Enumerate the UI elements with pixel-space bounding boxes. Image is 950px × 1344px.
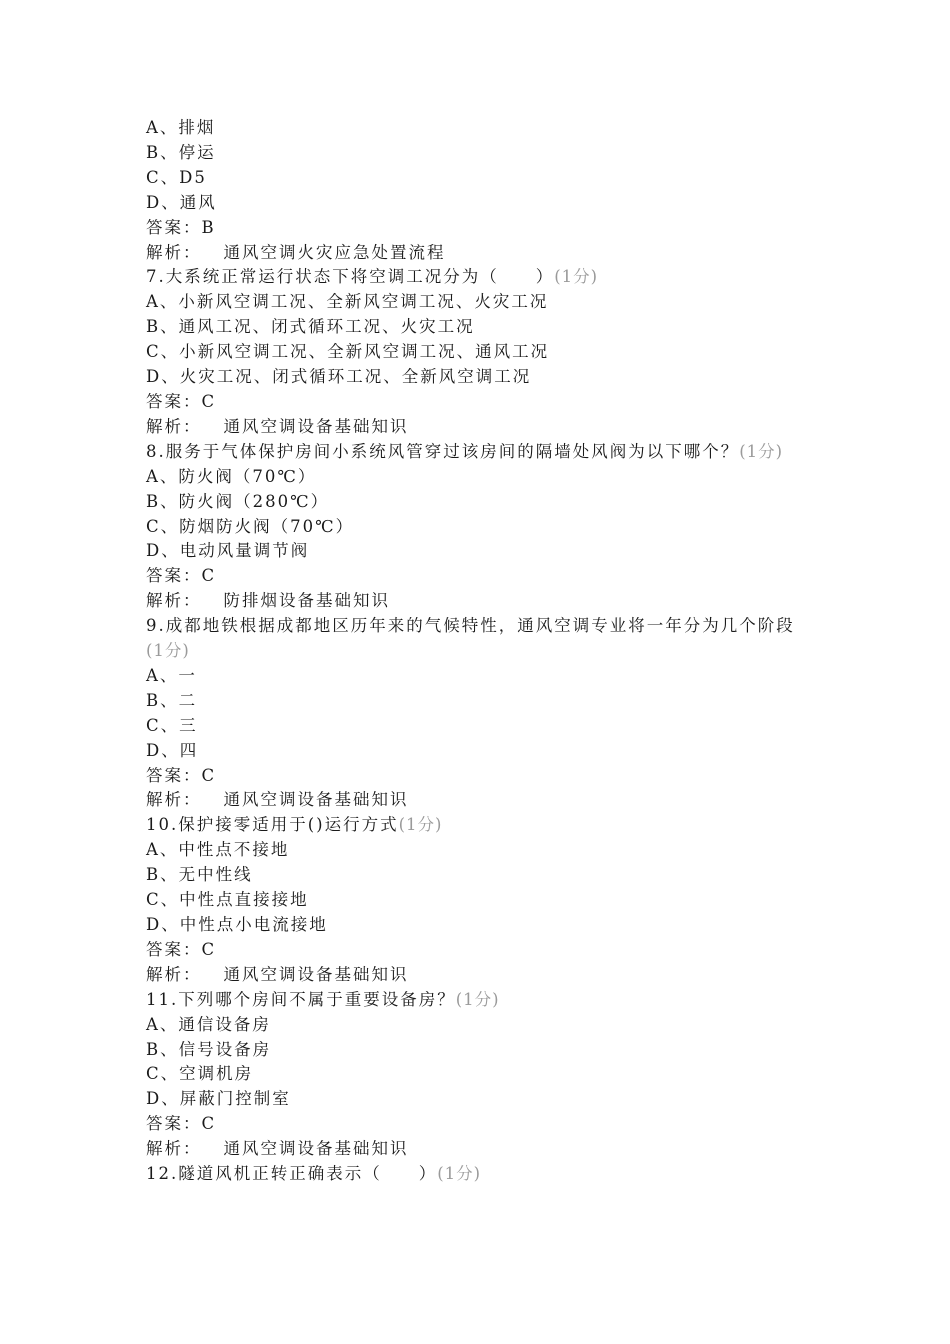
option-c: C、防烟防火阀（70℃） xyxy=(146,516,355,536)
option-d: D、中性点小电流接地 xyxy=(146,915,328,934)
question-12 xyxy=(146,1162,806,1187)
answer: 答案：C xyxy=(146,939,217,959)
question-7 xyxy=(146,265,806,439)
analysis xyxy=(146,963,806,988)
prev-question-block xyxy=(146,116,806,265)
analysis-text: 防排烟设备基础知识 xyxy=(223,591,390,611)
stem-text: 8.服务于气体保护房间小系统风管穿过该房间的隔墙处风阀为以下哪个？ xyxy=(146,441,740,461)
option-c: C、空调机房 xyxy=(146,1064,254,1084)
stem-text: 9.成都地铁根据成都地区历年来的气候特性，通风空调专业将一年分为几个阶段 xyxy=(146,616,795,636)
analysis xyxy=(146,415,806,440)
option-d: D、通风 xyxy=(146,192,217,212)
analysis-text: 通风空调设备基础知识 xyxy=(223,416,409,436)
analysis-label: 解析： xyxy=(146,416,202,436)
option-a: A、小新风空调工况、全新风空调工况、火灾工况 xyxy=(146,292,549,312)
option-c: C、三 xyxy=(146,715,198,735)
score-label: (1分) xyxy=(554,267,599,287)
question-stem xyxy=(146,440,806,465)
answer: 答案：C xyxy=(146,566,217,586)
analysis xyxy=(146,241,806,266)
option-b: B、信号设备房 xyxy=(146,1039,272,1059)
option-d: D、火灾工况、闭式循环工况、全新风空调工况 xyxy=(146,367,532,387)
question-stem xyxy=(146,614,806,664)
option-d: D、屏蔽门控制室 xyxy=(146,1089,291,1109)
question-stem xyxy=(146,813,806,838)
option-a: A、通信设备房 xyxy=(146,1014,271,1034)
option-a: A、一 xyxy=(146,665,197,685)
option-b: B、防火阀（280℃） xyxy=(146,491,330,511)
option-c: C、中性点直接接地 xyxy=(146,890,309,910)
answer: 答案：C xyxy=(146,1114,217,1134)
analysis-label: 解析： xyxy=(146,790,202,810)
answer: 答案：C xyxy=(146,391,217,411)
question-9 xyxy=(146,614,806,813)
question-stem xyxy=(146,265,806,290)
question-8 xyxy=(146,440,806,614)
analysis-label: 解析： xyxy=(146,1139,202,1159)
option-b: B、停运 xyxy=(146,142,216,162)
analysis-text: 通风空调设备基础知识 xyxy=(223,790,409,810)
question-stem xyxy=(146,1162,806,1187)
option-a: A、排烟 xyxy=(146,118,216,137)
score-label: (1分) xyxy=(398,815,443,835)
option-b: B、二 xyxy=(146,690,198,710)
stem-text: 12.隧道风机正转正确表示（ ） xyxy=(146,1164,438,1184)
stem-text: 10.保护接零适用于()运行方式 xyxy=(146,815,399,835)
question-stem xyxy=(146,988,806,1013)
analysis-text: 通风空调火灾应急处置流程 xyxy=(223,242,446,262)
option-b: B、无中性线 xyxy=(146,865,253,885)
option-a: A、中性点不接地 xyxy=(146,840,290,860)
answer: 答案：C xyxy=(146,765,217,785)
score-label: (1分) xyxy=(455,989,500,1009)
score-label: (1分) xyxy=(437,1164,482,1184)
analysis-label: 解析： xyxy=(146,591,202,611)
question-10 xyxy=(146,813,806,987)
score-label: (1分) xyxy=(146,641,190,661)
question-11 xyxy=(146,988,806,1162)
option-a: A、防火阀（70℃） xyxy=(146,466,317,486)
option-d: D、电动风量调节阀 xyxy=(146,541,310,561)
analysis-label: 解析： xyxy=(146,242,202,262)
option-d: D、四 xyxy=(146,740,199,760)
analysis xyxy=(146,788,806,813)
stem-text: 7.大系统正常运行状态下将空调工况分为（ ） xyxy=(146,267,555,287)
analysis xyxy=(146,589,806,614)
document-page xyxy=(146,116,806,1187)
answer: 答案：B xyxy=(146,217,216,237)
analysis xyxy=(146,1137,806,1162)
analysis-text: 通风空调设备基础知识 xyxy=(223,1139,409,1159)
option-b: B、通风工况、闭式循环工况、火灾工况 xyxy=(146,317,475,337)
option-c: C、小新风空调工况、全新风空调工况、通风工况 xyxy=(146,342,550,362)
analysis-label: 解析： xyxy=(146,964,202,984)
analysis-text: 通风空调设备基础知识 xyxy=(223,964,409,984)
score-label: (1分) xyxy=(739,441,784,461)
option-c: C、D5 xyxy=(146,167,207,187)
stem-text: 11.下列哪个房间不属于重要设备房？ xyxy=(146,989,456,1009)
